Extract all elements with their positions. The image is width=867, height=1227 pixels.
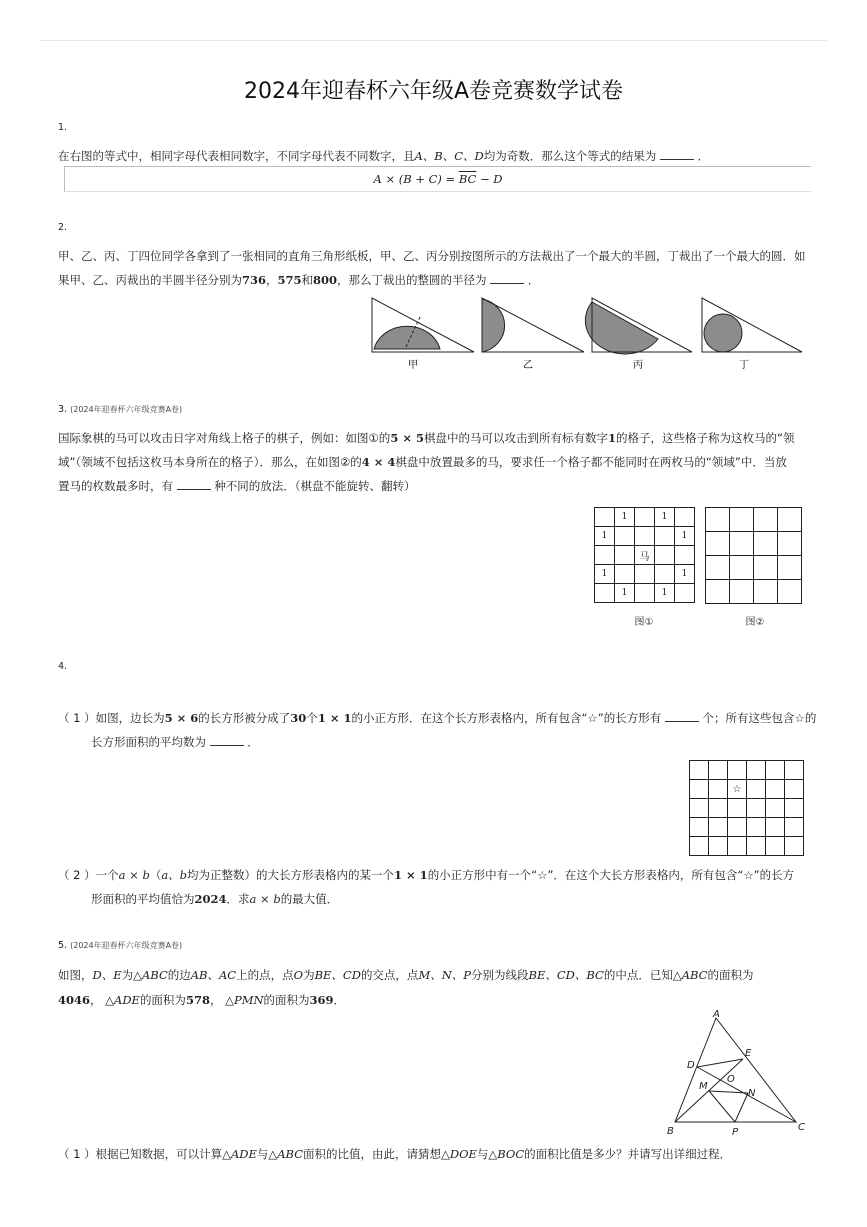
q5-part-1-label: （ 1 ） bbox=[58, 1147, 96, 1161]
grid-cell bbox=[690, 780, 709, 799]
q5-tri-pmn: △PMN bbox=[225, 993, 264, 1007]
grid-cell bbox=[728, 818, 747, 837]
board-cell bbox=[635, 584, 655, 603]
label-jia: 甲 bbox=[408, 360, 418, 371]
question-3-header bbox=[58, 404, 182, 415]
question-3-line-1 bbox=[58, 425, 794, 451]
grid-cell bbox=[766, 837, 785, 856]
board-cell[interactable] bbox=[754, 580, 778, 604]
grid-cell bbox=[709, 799, 728, 818]
q5-segs2: BE、CD、BC bbox=[528, 968, 604, 982]
figure-ding bbox=[702, 298, 802, 371]
part-1-label: （ 1 ） bbox=[58, 711, 96, 725]
top-divider bbox=[40, 40, 827, 41]
equation-box bbox=[64, 166, 811, 192]
board-cell[interactable] bbox=[754, 508, 778, 532]
figure-jia bbox=[372, 298, 474, 371]
q5-tri-ade-2: △ADE bbox=[222, 1147, 257, 1161]
q5-text-h: 的中点．已知 bbox=[603, 968, 673, 982]
q3-text-g: 种不同的放法．（棋盘不能旋转、翻转） bbox=[214, 479, 416, 493]
label-bing: 丙 bbox=[633, 360, 643, 371]
board-cell[interactable] bbox=[778, 532, 802, 556]
grid-row bbox=[690, 837, 804, 856]
grid-cell bbox=[785, 780, 804, 799]
q4-text-i: 均为正整数）的大长方形表格内的某一个 bbox=[187, 868, 395, 882]
q4-end: ． bbox=[247, 735, 259, 749]
q4-text-d: 的小正方形．在这个长方形表格内，所有包含“☆”的长方形有 bbox=[351, 711, 662, 725]
q4-text-f: 长方形面积的平均数为 bbox=[91, 735, 206, 749]
answer-blank[interactable] bbox=[210, 735, 244, 746]
board-cell: 1 bbox=[595, 565, 615, 584]
radius-3: 800 bbox=[313, 273, 338, 287]
q4-text-k: 形面积的平均值恰为 bbox=[91, 892, 195, 906]
q4-axb: a × b bbox=[118, 868, 150, 882]
board-cell[interactable] bbox=[754, 532, 778, 556]
figure-bing bbox=[585, 298, 692, 371]
q2-text-a: 果甲、乙、丙裁出的半圆半径分别为 bbox=[58, 273, 242, 287]
equation bbox=[65, 167, 811, 191]
q4-unit: 1 × 1 bbox=[317, 711, 352, 725]
q4-text-b: 的长方形被分成了 bbox=[198, 711, 291, 725]
q5-tri-ade: △ADE bbox=[105, 993, 140, 1007]
q2-text-b: ，那么丁裁出的整圆的半径为 bbox=[337, 273, 487, 287]
question-2-line-1: 甲、乙、丙、丁四位同学各拿到了一张相同的直角三角形纸板，甲、乙、丙分别按图所示的方法裁出了一个最大的半圆，丁裁出了一个最大的圆．如 bbox=[58, 249, 806, 263]
q4-text-m: 的最大值． bbox=[280, 892, 339, 906]
board-cell[interactable] bbox=[706, 580, 730, 604]
caption-figure-2: 图② bbox=[745, 617, 765, 628]
question-4-part-1-line-1 bbox=[58, 705, 816, 731]
q4-dims: 5 × 6 bbox=[164, 711, 199, 725]
q5-area-ade: 578 bbox=[185, 993, 210, 1007]
q3-text-c: 的格子，这些格子称为这枚马的“领 bbox=[615, 431, 795, 445]
q5-text-g: 分别为线段 bbox=[471, 968, 529, 982]
q2-sep: ， bbox=[266, 273, 278, 287]
q5-text-j: 的面积为 bbox=[139, 993, 186, 1007]
q5-text-o: 与 bbox=[476, 1147, 489, 1161]
answer-blank[interactable] bbox=[177, 479, 211, 490]
board-cell[interactable] bbox=[706, 556, 730, 580]
board-cell bbox=[595, 508, 615, 527]
q4-text-h: （ bbox=[149, 868, 162, 882]
eq-left: A × (B + C) = bbox=[373, 172, 459, 186]
q5-area-abc: 4046 bbox=[58, 993, 91, 1007]
page-title: 2024年迎春杯六年级A卷竞赛数学试卷 bbox=[243, 79, 624, 104]
grid-cell bbox=[766, 818, 785, 837]
q2-and: 和 bbox=[301, 273, 314, 287]
board-cell bbox=[615, 546, 635, 565]
grid-cell bbox=[785, 799, 804, 818]
q3-one: 1 bbox=[607, 431, 616, 445]
knight-cell: 马 bbox=[635, 546, 655, 565]
board-row bbox=[706, 532, 802, 556]
q4-text-a: 如图，边长为 bbox=[95, 711, 165, 725]
board-row bbox=[706, 580, 802, 604]
eq-right: − D bbox=[476, 172, 503, 186]
caption-figure-1: 图① bbox=[634, 617, 654, 628]
q5-tri-abc-3: △ABC bbox=[268, 1147, 304, 1161]
vertex-label-o: O bbox=[727, 1074, 735, 1085]
question-3-source: (2024年迎春杯六年级竞赛A卷) bbox=[70, 405, 183, 414]
question-4-part-2-line-2 bbox=[91, 886, 338, 912]
q3-text-f: 置马的枚数最多时，有 bbox=[58, 479, 173, 493]
vertex-label-p: P bbox=[732, 1127, 739, 1138]
grid-cell bbox=[747, 799, 766, 818]
q5-o: O bbox=[293, 968, 304, 982]
board-cell[interactable] bbox=[730, 508, 754, 532]
grid-cell bbox=[766, 780, 785, 799]
board-cell[interactable] bbox=[706, 508, 730, 532]
grid-cell bbox=[709, 780, 728, 799]
q5-text-c: 的边 bbox=[167, 968, 191, 982]
q5-mnp: M、N、P bbox=[418, 968, 472, 982]
q4-ab: a、b bbox=[161, 868, 188, 882]
question-5-source: (2024年迎春杯六年级竞赛A卷) bbox=[70, 941, 183, 950]
vertex-label-m: M bbox=[699, 1081, 708, 1092]
board-cell: 1 bbox=[595, 527, 615, 546]
board-cell: 1 bbox=[655, 508, 675, 527]
board-cell bbox=[655, 565, 675, 584]
vertex-label-c: C bbox=[798, 1122, 805, 1133]
grid-cell bbox=[785, 818, 804, 837]
q1-letters: A、B、C、D bbox=[414, 149, 484, 163]
grid-row bbox=[690, 761, 804, 780]
question-5-header bbox=[58, 940, 182, 951]
question-2-number: 2. bbox=[58, 222, 68, 233]
q5-text-a: 如图， bbox=[58, 968, 93, 982]
grid-row bbox=[690, 818, 804, 837]
q4-text-e: 个；所有这些包含☆的 bbox=[702, 711, 817, 725]
q4-count: 30 bbox=[290, 711, 307, 725]
star-cell: ☆ bbox=[728, 780, 747, 799]
grid-cell bbox=[690, 761, 709, 780]
answer-blank[interactable] bbox=[665, 711, 699, 722]
grid-cell bbox=[728, 799, 747, 818]
q4-text-j: 的小正方形中有一个“☆”．在这个大长方形表格内，所有包含“☆”的长方 bbox=[427, 868, 795, 882]
board-cell bbox=[615, 565, 635, 584]
q1-end: ． bbox=[697, 149, 710, 163]
q5-tri-doe: △DOE bbox=[441, 1147, 477, 1161]
board-cell bbox=[595, 584, 615, 603]
vertex-label-d: D bbox=[687, 1060, 695, 1071]
board-row bbox=[595, 546, 695, 565]
grid-row bbox=[690, 780, 804, 799]
q3-text-a: 国际象棋的马可以攻击日字对角线上格子的棋子，例如：如图①的 bbox=[58, 431, 391, 445]
q3-text-d: 域”（领域不包括这枚马本身所在的格子）．那么，在如图②的 bbox=[58, 455, 362, 469]
vertex-label-a: A bbox=[713, 1009, 720, 1020]
q4-text-g: 一个 bbox=[95, 868, 119, 882]
board-row bbox=[595, 584, 695, 603]
q5-pts-de: D、E bbox=[92, 968, 122, 982]
board-cell[interactable] bbox=[730, 580, 754, 604]
radius-1: 736 bbox=[242, 273, 267, 287]
question-5-number: 5. bbox=[58, 940, 68, 951]
q5-text-i: 的面积为 bbox=[707, 968, 754, 982]
part-2-label: （ 2 ） bbox=[58, 868, 96, 882]
board-cell[interactable] bbox=[778, 580, 802, 604]
answer-blank[interactable] bbox=[660, 149, 694, 160]
grid-cell bbox=[690, 837, 709, 856]
rectangle-grid-5x6 bbox=[689, 760, 804, 856]
q5-end: ． bbox=[333, 993, 346, 1007]
q4-avg: 2024 bbox=[194, 892, 227, 906]
grid-cell bbox=[747, 780, 766, 799]
q3-text-b: 棋盘中的马可以攻击到所有标有数字 bbox=[423, 431, 608, 445]
q2-end: ． bbox=[527, 273, 540, 287]
question-4-part-1-line-2 bbox=[91, 729, 259, 755]
board-cell: 1 bbox=[655, 584, 675, 603]
grid-cell bbox=[690, 799, 709, 818]
board-cell bbox=[655, 527, 675, 546]
q1-text-a: 在右图的等式中，相同字母代表相同数字，不同字母代表不同数字，且 bbox=[58, 149, 415, 163]
q4-text-l: ．求 bbox=[226, 892, 250, 906]
board-row bbox=[706, 556, 802, 580]
grid-cell bbox=[709, 818, 728, 837]
grid-cell bbox=[766, 761, 785, 780]
question-4-number: 4. bbox=[58, 661, 68, 672]
q5-sep-2: ， bbox=[209, 993, 222, 1007]
board-cell[interactable] bbox=[730, 532, 754, 556]
q5-tri-boc: △BOC bbox=[488, 1147, 525, 1161]
q5-text-f: 的交点，点 bbox=[360, 968, 419, 982]
board-cell[interactable] bbox=[706, 532, 730, 556]
radius-2: 575 bbox=[277, 273, 302, 287]
q3-text-e: 棋盘中放置最多的马，要求任一个格子都不能同时在两枚马的“领域”中．当放 bbox=[395, 455, 787, 469]
q1-text-b: 均为奇数．那么这个等式的结果为 bbox=[483, 149, 657, 163]
question-2-line-2 bbox=[58, 267, 539, 293]
q5-area-pmn: 369 bbox=[309, 993, 334, 1007]
grid-cell bbox=[709, 761, 728, 780]
board-cell bbox=[655, 546, 675, 565]
q5-text-k: 的面积为 bbox=[263, 993, 310, 1007]
question-1-number: 1. bbox=[58, 122, 68, 133]
grid-cell bbox=[785, 761, 804, 780]
board-cell bbox=[615, 527, 635, 546]
grid-cell bbox=[785, 837, 804, 856]
board-cell bbox=[675, 546, 695, 565]
label-yi: 乙 bbox=[523, 360, 533, 371]
q3-size5: 5 × 5 bbox=[390, 431, 424, 445]
grid-cell bbox=[747, 818, 766, 837]
question-3-line-3 bbox=[58, 473, 416, 499]
board-cell bbox=[635, 508, 655, 527]
q5-sides: AB、AC bbox=[190, 968, 237, 982]
chessboard-1 bbox=[594, 507, 695, 603]
label-ding: 丁 bbox=[739, 360, 749, 371]
board-cell bbox=[675, 508, 695, 527]
q5-text-n: 面积的比值，由此，请猜想 bbox=[303, 1147, 442, 1161]
board-cell[interactable] bbox=[778, 556, 802, 580]
q5-text-d: 上的点，点 bbox=[236, 968, 294, 982]
triangle-figures bbox=[368, 294, 810, 374]
q4-unit-2: 1 × 1 bbox=[394, 868, 428, 882]
board-cell[interactable] bbox=[730, 556, 754, 580]
figure-yi bbox=[482, 298, 584, 371]
q5-tri-abc: △ABC bbox=[133, 968, 168, 982]
grid-cell bbox=[728, 761, 747, 780]
board-cell bbox=[675, 584, 695, 603]
board-row bbox=[595, 565, 695, 584]
eq-overline: $\overline{BC}$ bbox=[458, 172, 477, 186]
board-cell bbox=[635, 565, 655, 584]
board-cell bbox=[595, 546, 615, 565]
question-4-part-2-line-1 bbox=[58, 862, 794, 888]
question-5-line-1 bbox=[58, 962, 753, 988]
q5-segs: BE、CD bbox=[314, 968, 361, 982]
question-5-line-2 bbox=[58, 987, 345, 1013]
board-cell: 1 bbox=[615, 584, 635, 603]
q5-text-p: 的面积比值是多少？并请写出详细过程． bbox=[524, 1147, 732, 1161]
chessboard-2 bbox=[705, 507, 802, 604]
q3-size4: 4 × 4 bbox=[361, 455, 396, 469]
board-cell: 1 bbox=[675, 565, 695, 584]
question-3-number: 3. bbox=[58, 404, 68, 415]
vertex-label-n: N bbox=[748, 1088, 756, 1099]
vertex-label-e: E bbox=[745, 1048, 752, 1059]
q4-axb-2: a × b bbox=[249, 892, 281, 906]
grid-cell bbox=[766, 799, 785, 818]
board-cell[interactable] bbox=[778, 508, 802, 532]
question-3-line-2 bbox=[58, 449, 787, 475]
vertex-label-b: B bbox=[667, 1126, 674, 1137]
board-cell bbox=[635, 527, 655, 546]
grid-cell bbox=[690, 818, 709, 837]
q5-sep: ， bbox=[90, 993, 102, 1007]
grid-cell bbox=[728, 837, 747, 856]
board-row bbox=[595, 527, 695, 546]
board-row bbox=[595, 508, 695, 527]
grid-cell bbox=[709, 837, 728, 856]
board-cell: 1 bbox=[615, 508, 635, 527]
geometry-figure bbox=[662, 1008, 812, 1140]
q4-text-c: 个 bbox=[306, 711, 318, 725]
board-cell: 1 bbox=[675, 527, 695, 546]
board-cell[interactable] bbox=[754, 556, 778, 580]
q5-text-b: 为 bbox=[121, 968, 134, 982]
q5-text-e: 为 bbox=[303, 968, 315, 982]
q5-text-m: 与 bbox=[256, 1147, 269, 1161]
answer-blank[interactable] bbox=[490, 273, 524, 284]
grid-cell bbox=[747, 837, 766, 856]
grid-cell bbox=[747, 761, 766, 780]
q5-text-l: 根据已知数据，可以计算 bbox=[95, 1147, 223, 1161]
q5-tri-abc-2: △ABC bbox=[672, 968, 708, 982]
question-5-part-1 bbox=[58, 1141, 731, 1167]
board-row bbox=[706, 508, 802, 532]
grid-row bbox=[690, 799, 804, 818]
